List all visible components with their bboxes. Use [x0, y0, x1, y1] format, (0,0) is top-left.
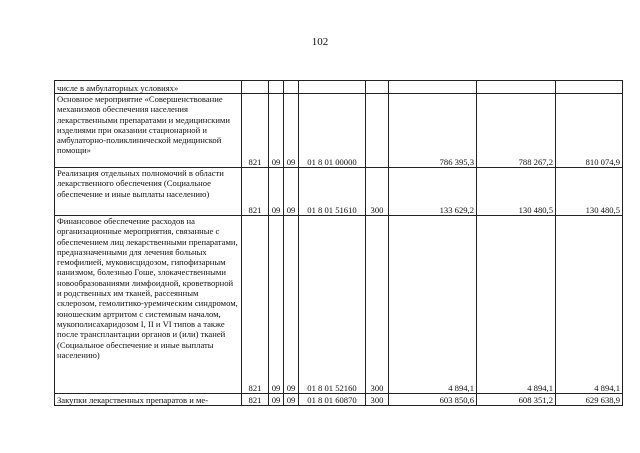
ministry-code: 821	[242, 394, 269, 406]
amount-2	[477, 81, 556, 94]
amount-1: 603 850,6	[389, 394, 477, 406]
subsection-code: 09	[284, 394, 299, 406]
amount-3: 4 894,1	[556, 216, 623, 394]
target-code	[299, 81, 366, 94]
amount-1: 133 629,2	[389, 168, 477, 216]
target-code: 01 8 01 52160	[299, 216, 366, 394]
section-code: 09	[269, 94, 284, 168]
expense-type-code: 300	[366, 168, 389, 216]
expense-type-code: 300	[366, 394, 389, 406]
table-row	[55, 168, 623, 216]
table-row	[55, 216, 623, 394]
section-code: 09	[269, 394, 284, 406]
row-description: Финансовое обеспечение расходов на организационные мероприятия, связанные с обеспечением лиц лекарственными препаратами, предназначенными для лечения больных гемофилией, муковисцидозом, гипофизарным нанизмом, болезнью Гоше, злокачественными новообразованиями лимфоидной, кроветворной и родственных им тканей, рассеянным склерозом, гемолитико-уремическим синдромом, юношеским артритом с системным началом, мукополисахаридозом I, II и VI типов а также после трансплантации органов и (или) тканей (Социальное обеспечение и иные выплаты населению)	[55, 216, 242, 394]
table-row	[55, 81, 623, 94]
table-row	[55, 94, 623, 168]
section-code: 09	[269, 216, 284, 394]
target-code: 01 8 01 00000	[299, 94, 366, 168]
table-row	[55, 394, 623, 406]
amount-3: 629 638,9	[556, 394, 623, 406]
target-code: 01 8 01 60870	[299, 394, 366, 406]
row-description: Основное мероприятие «Совершенствование механизмов обеспечения населения лекарственными препаратами и медицинскими изделиями при оказании стационарной и амбулаторно-поликлинической медицинской помощи»	[55, 94, 242, 168]
amount-2: 788 267,2	[477, 94, 556, 168]
amount-3	[556, 81, 623, 94]
amount-3: 810 074,9	[556, 94, 623, 168]
ministry-code: 821	[242, 216, 269, 394]
row-description: Закупки лекарственных препаратов и ме-	[55, 394, 242, 406]
row-description: числе в амбулаторных условиях»	[55, 81, 242, 94]
amount-1	[389, 81, 477, 94]
section-code: 09	[269, 168, 284, 216]
page-number: 102	[311, 36, 329, 48]
target-code: 01 8 01 51610	[299, 168, 366, 216]
amount-2: 608 351,2	[477, 394, 556, 406]
ministry-code: 821	[242, 94, 269, 168]
expense-type-code: 300	[366, 216, 389, 394]
budget-table	[54, 80, 623, 406]
amount-2: 130 480,5	[477, 168, 556, 216]
amount-2: 4 894,1	[477, 216, 556, 394]
subsection-code: 09	[284, 94, 299, 168]
section-code	[269, 81, 284, 94]
subsection-code: 09	[284, 216, 299, 394]
ministry-code: 821	[242, 168, 269, 216]
expense-type-code	[366, 81, 389, 94]
subsection-code	[284, 81, 299, 94]
row-description: Реализация отдельных полномочий в области лекарственного обеспечения (Социальное обеспечение и иные выплаты населению)	[55, 168, 242, 216]
expense-type-code	[366, 94, 389, 168]
amount-1: 786 395,3	[389, 94, 477, 168]
amount-1: 4 894,1	[389, 216, 477, 394]
amount-3: 130 480,5	[556, 168, 623, 216]
ministry-code	[242, 81, 269, 94]
subsection-code: 09	[284, 168, 299, 216]
